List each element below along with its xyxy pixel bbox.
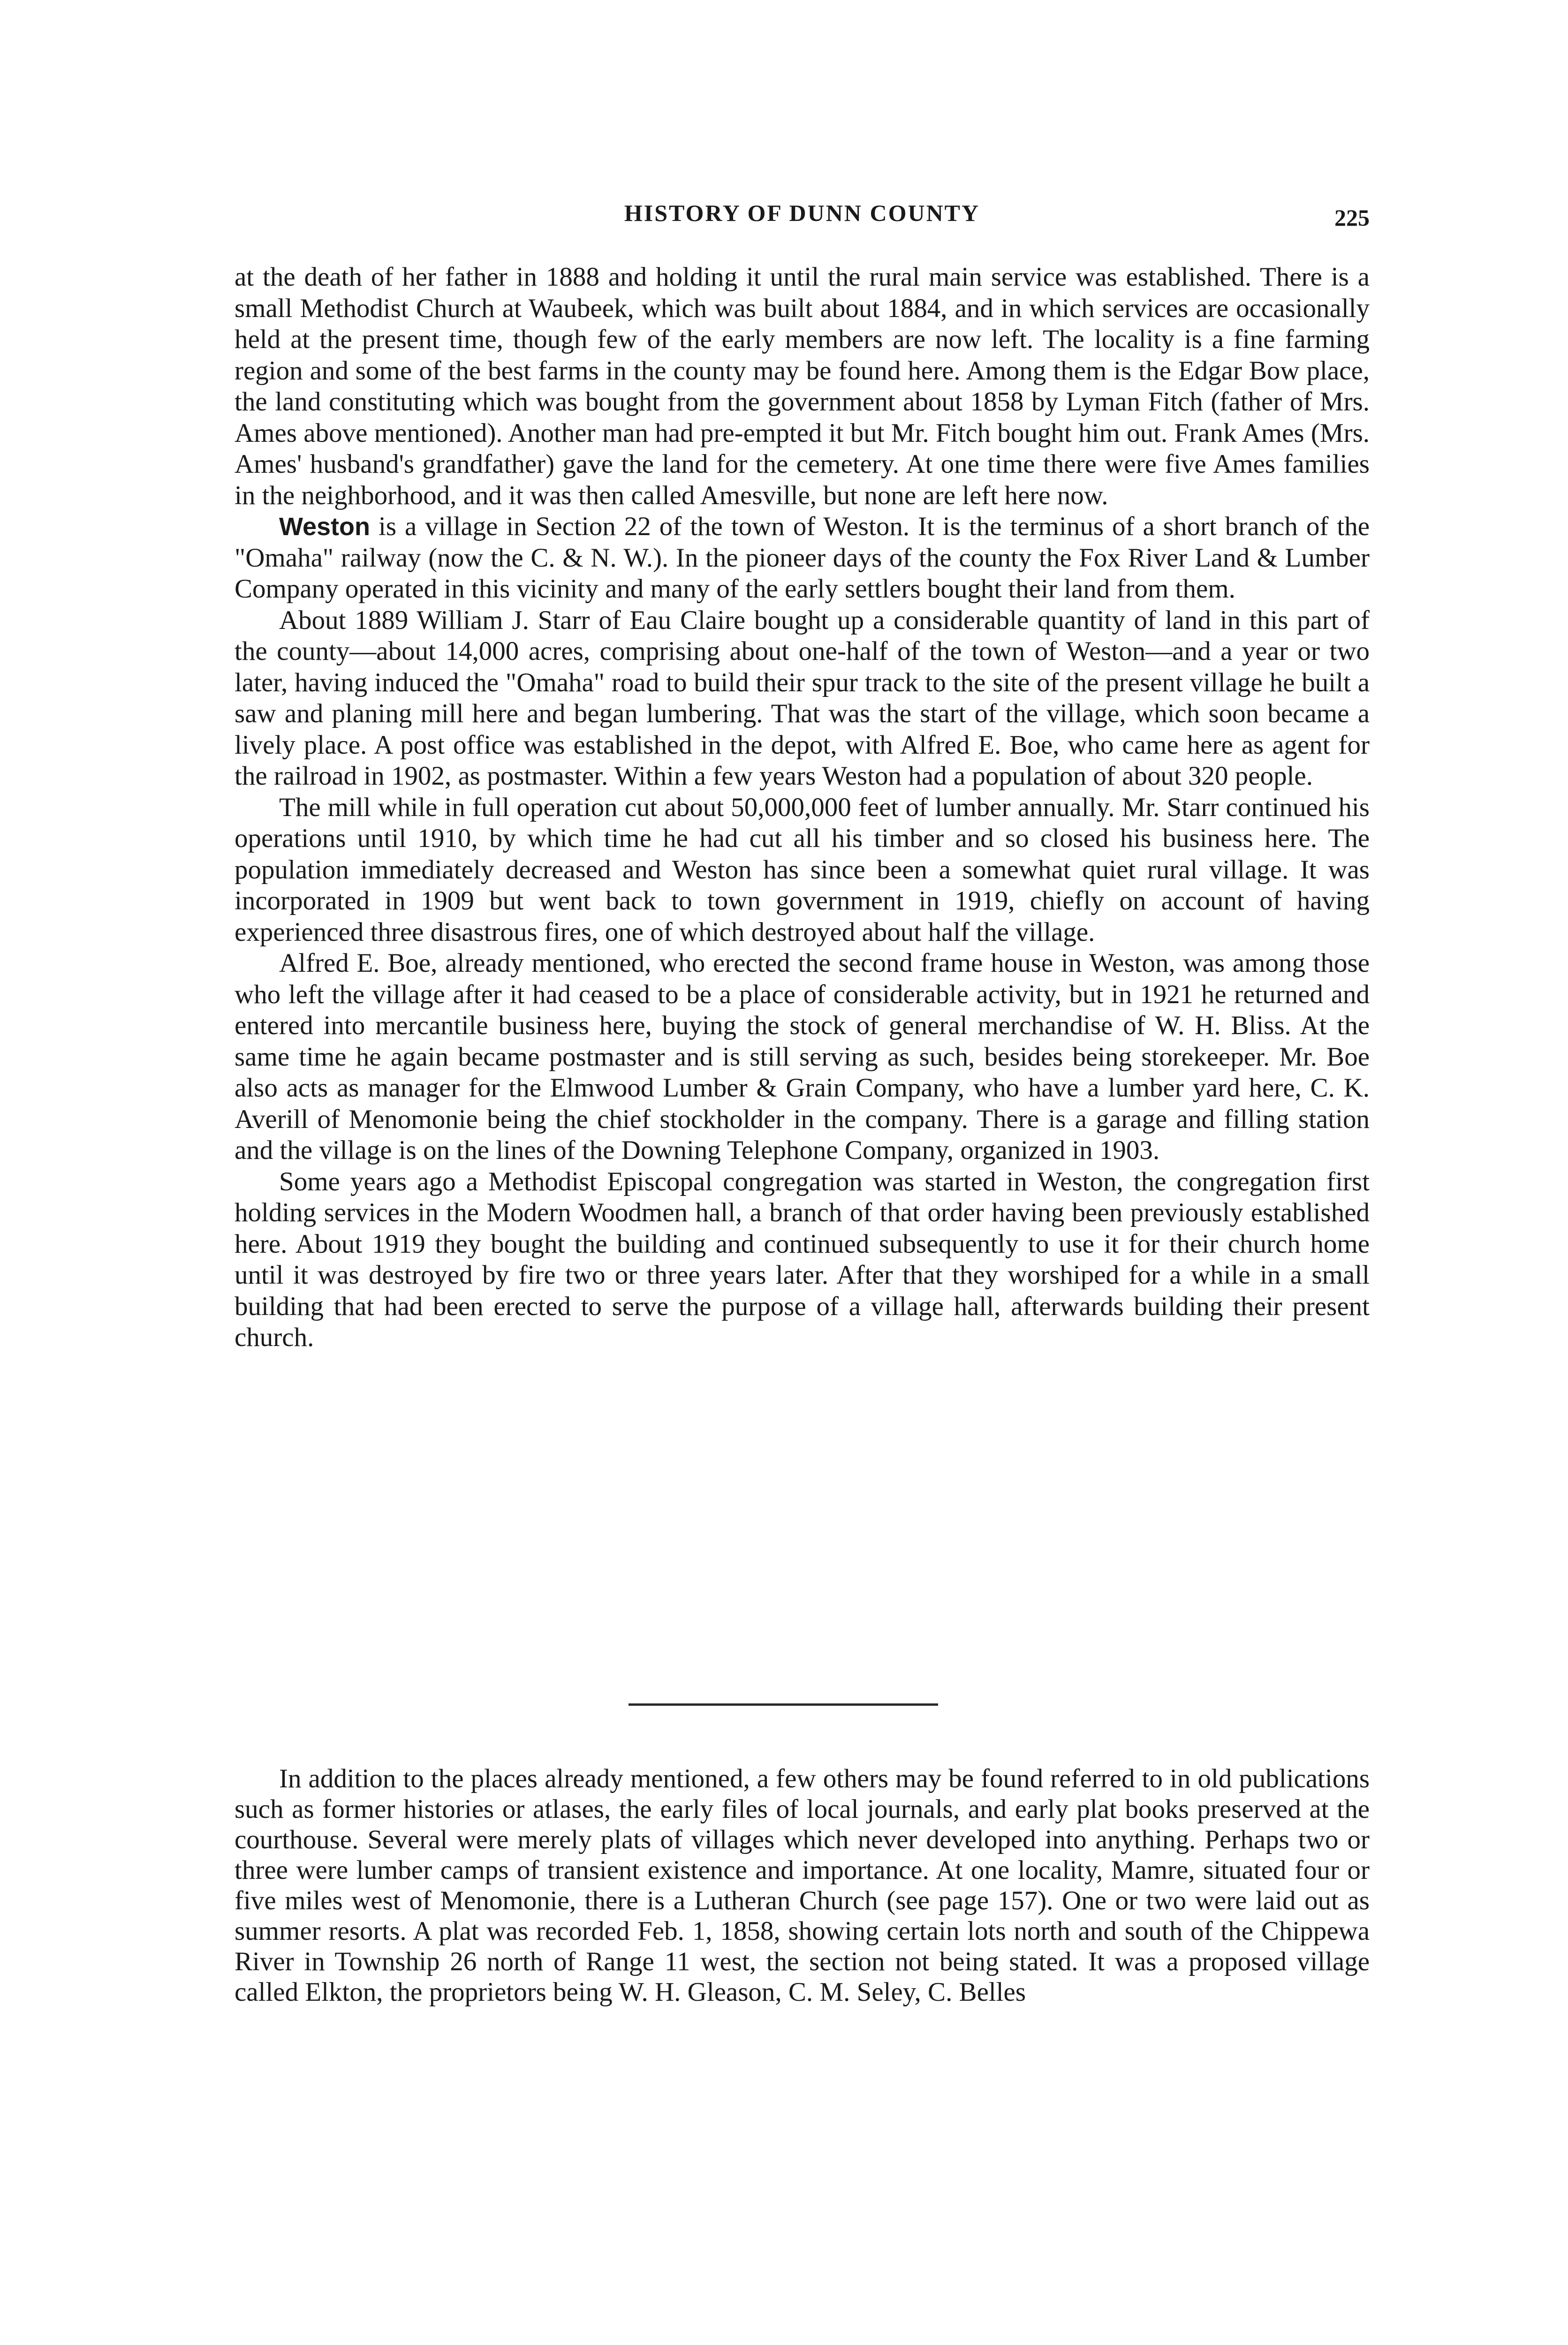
paragraph-other-places: In addition to the places already mentioned, a few others may be found referred to in old publications such as former histories or atlases, the early files of local journals, and early plat books preserved at the courthouse. Several were merely plats of villages which never developed into anything. Perhaps two or three were lumber camps of transient existence and importance. At one locality, Mamre, situated four or five miles west of Menomonie, there is a Lutheran Church (see page 157). One or two were laid out as summer resorts. A plat was recorded Feb. 1, 1858, showing certain lots north and south of the Chippewa River in Township 26 north of Range 11 west, the section not being stated. It was a proposed village called Elkton, the proprietors being W. H. Gleason, C. M. Seley, C. Belles <box>235 1764 1370 2007</box>
page-header <box>235 199 1370 237</box>
body-text <box>235 262 1370 1354</box>
place-name-weston: Weston <box>279 513 371 541</box>
running-head: HISTORY OF DUNN COUNTY <box>624 200 980 226</box>
page-number: 225 <box>1334 204 1370 231</box>
closing-section <box>235 1763 1370 2007</box>
section-divider <box>629 1703 938 1706</box>
paragraph-alfred-boe: Alfred E. Boe, already mentioned, who erected the second frame house in Weston, was among those who left the village after it had ceased to be a place of considerable activity, but in 1921 he returned and entered into mercantile business here, buying the stock of general merchandise of W. H. Bliss. At the same time he again became postmaster and is still serving as such, besides being storekeeper. Mr. Boe also acts as manager for the Elmwood Lumber & Grain Company, who have a lumber yard here, C. K. Averill of Menomonie being the chief stockholder in the company. There is a garage and filling station and the village is on the lines of the Downing Telephone Company, organized in 1903. <box>235 948 1370 1165</box>
paragraph-mill-operation: The mill while in full operation cut about 50,000,000 feet of lumber annually. Mr. Starr continued his operations until 1910, by which time he had cut all his timber and so closed his business here. The population immediately decreased and Weston has since been a somewhat quiet rural village. It was incorporated in 1909 but went back to town government in 1919, chiefly on account of having experienced three disastrous fires, one of which destroyed about half the village. <box>235 792 1370 947</box>
paragraph-weston-intro <box>235 511 1370 605</box>
paragraph-methodist-congregation: Some years ago a Methodist Episcopal congregation was started in Weston, the congregation first holding services in the Modern Woodmen hall, a branch of that order having been previously established here. About 1919 they bought the building and continued subsequently to use it for their church home until it was destroyed by fire two or three years later. After that they worshiped for a while in a small building that had been erected to serve the purpose of a village hall, afterwards building their present church. <box>235 1166 1370 1352</box>
paragraph-weston-intro-text: is a village in Section 22 of the town of Weston. It is the terminus of a short branch of the "Omaha" railway (now the C. & N. W.). In the pioneer days of the county the Fox River Land & Lumber Company operated in this vicinity and many of the early settlers bought their land from them. <box>235 512 1370 604</box>
paragraph-waubeek-continued: at the death of her father in 1888 and holding it until the rural main service was established. There is a small Methodist Church at Waubeek, which was built about 1884, and in which services are occasionally held at the present time, though few of the early members are now left. The locality is a fine farming region and some of the best farms in the county may be found here. Among them is the Edgar Bow place, the land constituting which was bought from the government about 1858 by Lyman Fitch (father of Mrs. Ames above mentioned). Another man had pre-empted it but Mr. Fitch bought him out. Frank Ames (Mrs. Ames' husband's grandfather) gave the land for the cemetery. At one time there were five Ames families in the neighborhood, and it was then called Amesville, but none are left here now. <box>235 262 1370 510</box>
paragraph-starr-lumbering: About 1889 William J. Starr of Eau Claire bought up a considerable quantity of land in this part of the county—about 14,000 acres, comprising about one-half of the town of Weston—and a year or two later, having induced the "Omaha" road to build their spur track to the site of the present village he built a saw and planing mill here and began lumbering. That was the start of the village, which soon became a lively place. A post office was established in the depot, with Alfred E. Boe, who came here as agent for the railroad in 1902, as postmaster. Within a few years Weston had a population of about 320 people. <box>235 605 1370 791</box>
